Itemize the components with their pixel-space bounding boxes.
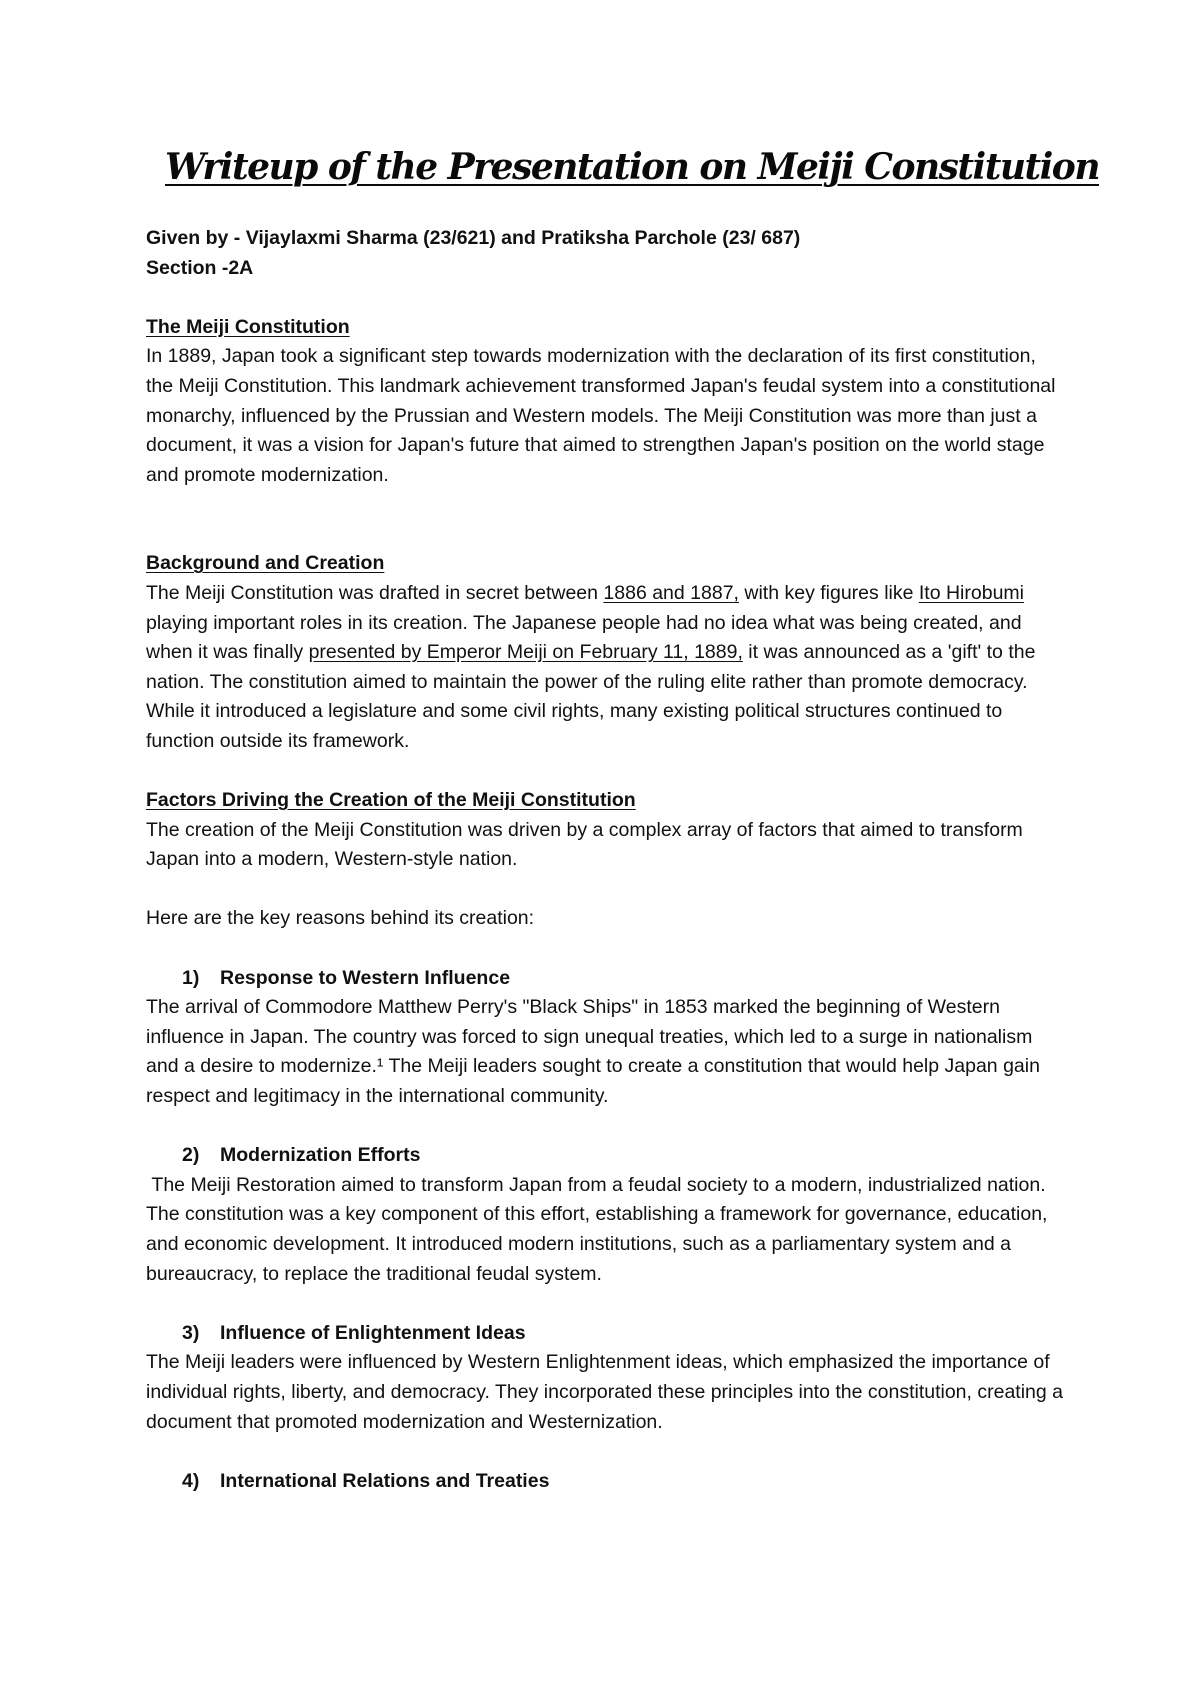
text-run: it was announced as a 'gift' to the nation. The constitution aimed to maintain the power of the ruling elite rather than promote democracy. While it introduced a legislature and some civil rights, many existing political structures continued to function outside its framework.	[146, 641, 1036, 752]
reason-title: Modernization Efforts	[220, 1144, 421, 1167]
text-run: The Meiji Constitution was drafted in secret between	[146, 581, 604, 604]
paragraph-background-creation	[146, 579, 1066, 757]
reason-title: International Relations and Treaties	[220, 1469, 550, 1492]
heading-factors: Factors Driving the Creation of the Meiji Constitution	[146, 789, 636, 812]
text-run: with key figures like	[738, 581, 919, 604]
heading-meiji-constitution: The Meiji Constitution	[146, 315, 350, 338]
reason-number: 3)	[182, 1321, 200, 1344]
reason-title: Response to Western Influence	[220, 966, 511, 989]
reason-paragraph: The Meiji leaders were influenced by Western Enlightenment ideas, which emphasized the importance of individual rights, liberty, and democracy. They incorporated these principles into the constitution, creating a document that promoted modernization and Westernization.	[146, 1351, 1063, 1433]
reason-heading	[146, 964, 1066, 994]
section-line: Section -2A	[146, 256, 254, 279]
text-run: playing important roles in its creation. The Japanese people had no idea what was being created, and when it was finally	[146, 611, 1022, 664]
document-title: Writeup of the Presentation on Meiji Constitution	[165, 146, 1099, 188]
document-body	[146, 224, 1066, 1496]
reason-number: 2)	[182, 1144, 200, 1167]
heading-background-creation: Background and Creation	[146, 552, 385, 575]
paragraph-factors: The creation of the Meiji Constitution was driven by a complex array of factors that aimed to transform Japan into a modern, Western-style nation.	[146, 818, 1023, 871]
reason-heading	[146, 1319, 1066, 1349]
paragraph-meiji-constitution: In 1889, Japan took a significant step towards modernization with the declaration of its first constitution, the Meiji Constitution. This landmark achievement transformed Japan's feudal system into a constitutional monarchy, influenced by the Prussian and Western models. The Meiji Constitution was more than just a document, it was a vision for Japan's future that aimed to strengthen Japan's position on the world stage and promote modernization.	[146, 345, 1056, 486]
reason-paragraph: The Meiji Restoration aimed to transform Japan from a feudal society to a modern, industrialized nation. The constitution was a key component of this effort, establishing a framework for governance, education, and economic development. It introduced modern institutions, such as a parliamentary system and a bureaucracy, to replace the traditional feudal system.	[146, 1173, 1053, 1285]
reason-heading	[146, 1467, 1066, 1497]
reason-heading	[146, 1141, 1066, 1171]
given-by-line: Given by - Vijaylaxmi Sharma (23/621) and Pratiksha Parchole (23/ 687)	[146, 227, 801, 249]
reason-title: Influence of Enlightenment Ideas	[220, 1321, 526, 1344]
reason-number: 4)	[182, 1469, 200, 1492]
reason-number: 1)	[182, 966, 200, 989]
underlined-dates: 1886 and 1887,	[603, 581, 739, 604]
underlined-presentation: presented by Emperor Meiji on February 11, 1889,	[308, 641, 743, 664]
underlined-name: Ito Hirobumi	[918, 581, 1024, 604]
reason-paragraph: The arrival of Commodore Matthew Perry's "Black Ships" in 1853 marked the beginning of Western influence in Japan. The country was forced to sign unequal treaties, which led to a surge in nationalism and a desire to modernize.¹ The Meiji leaders sought to create a constitution that would help Japan gain respect and legitimacy in the international community.	[146, 996, 1040, 1108]
reasons-intro: Here are the key reasons behind its creation:	[146, 907, 535, 930]
